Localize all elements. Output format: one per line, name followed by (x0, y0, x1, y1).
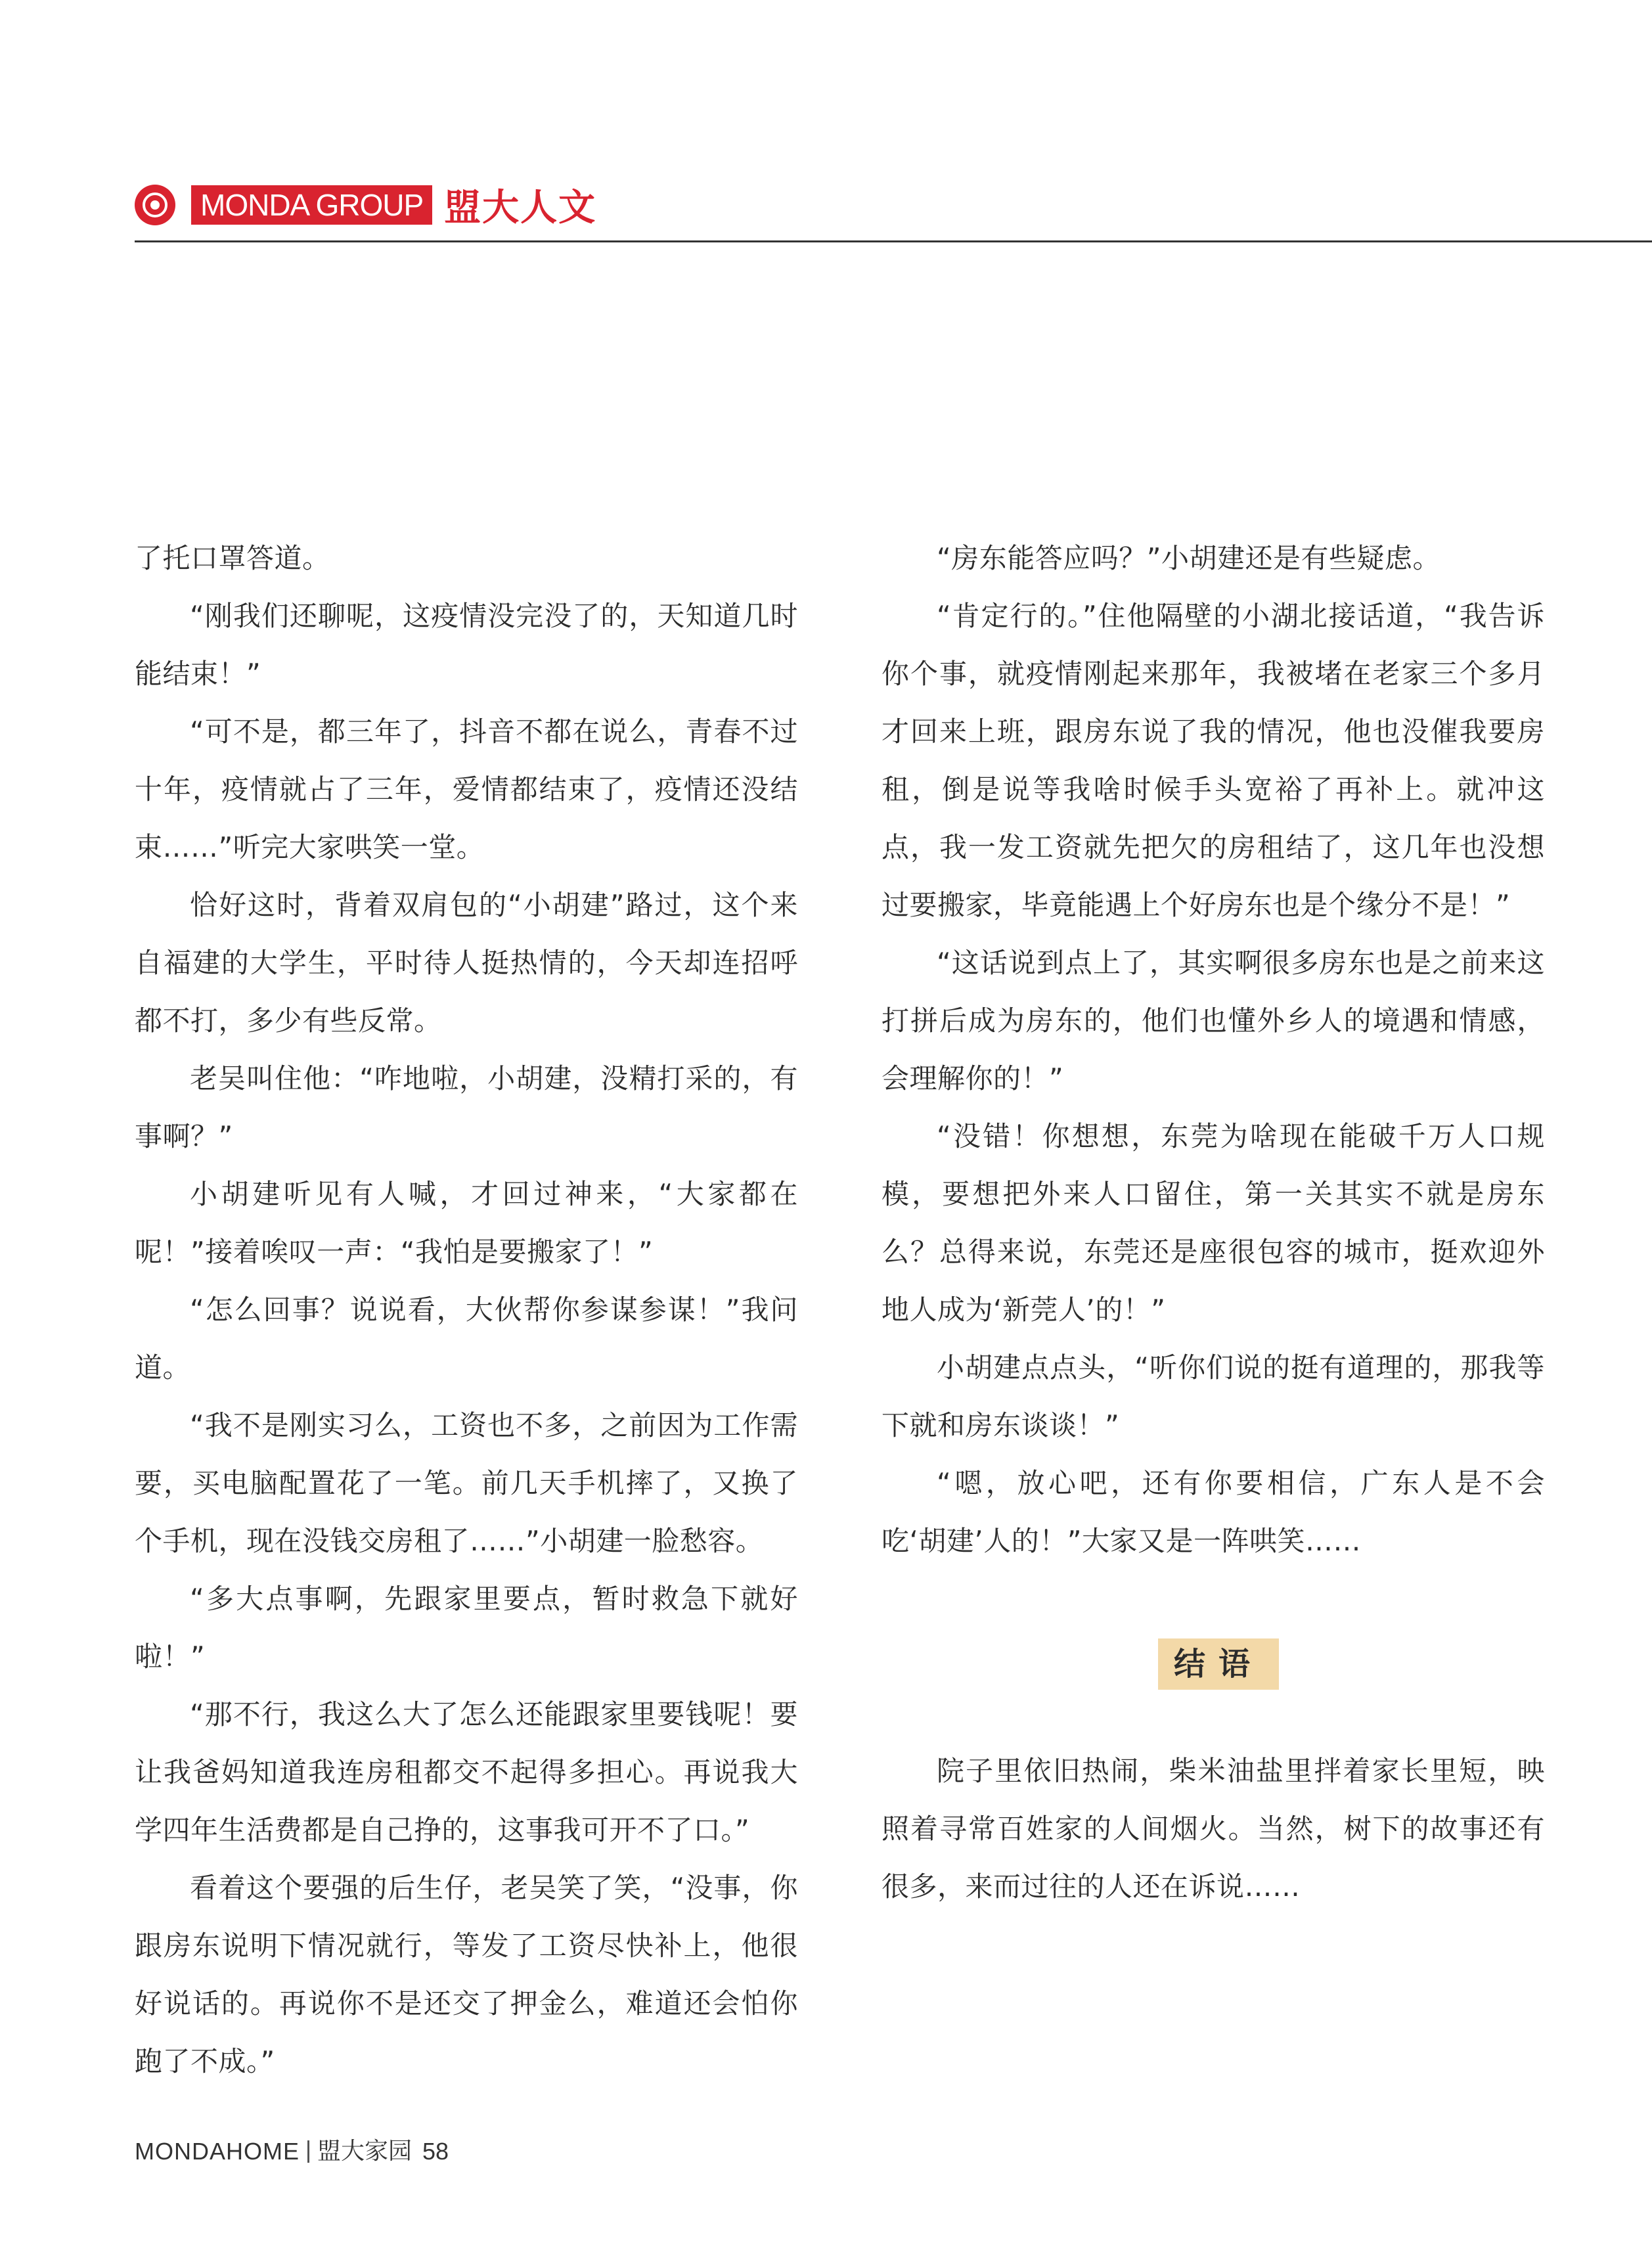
paragraph: 院子里依旧热闹，柴米油盐里拌着家长里短，映照着寻常百姓家的人间烟火。当然，树下的故事还有很多，来而过往的人还在诉说…… (882, 1755, 1545, 1903)
right-column (882, 530, 1545, 1570)
paragraph: “这话说到点上了，其实啊很多房东也是之前来这打拼后成为房东的，他们也懂外乡人的境遇和情感，会理解你的！” (882, 947, 1545, 1095)
conclusion-heading: 结语 (1158, 1638, 1279, 1690)
paragraph: “肯定行的。”住他隔壁的小湖北接话道，“我告诉你个事，就疫情刚起来那年，我被堵在老家三个多月才回来上班，跟房东说了我的情况，他也没催我要房租，倒是说等我啥时候手头宽裕了再补上。就冲这点，我一发工资就先把欠的房租结了，这几年也没想过要搬家，毕竟能遇上个好房东也是个缘分不是！” (882, 600, 1545, 921)
paragraph: 恰好这时，背着双肩包的“小胡建”路过，这个来自福建的大学生，平时待人挺热情的，今天却连招呼都不打，多少有些反常。 (135, 889, 798, 1037)
paragraph: “房东能答应吗？”小胡建还是有些疑虑。 (937, 542, 1441, 574)
paragraph: “我不是刚实习么，工资也不多，之前因为工作需要，买电脑配置花了一笔。前几天手机摔了，又换了个手机，现在没钱交房租了……”小胡建一脸愁容。 (135, 1409, 798, 1557)
page-footer (135, 2135, 449, 2168)
section-title: 盟大人文 (444, 187, 597, 229)
paragraph: 小胡建点点头，“听你们说的挺有道理的，那我等下就和房东谈谈！” (882, 1351, 1545, 1441)
brand-name-en: MONDA GROUP (191, 185, 432, 225)
paragraph: “怎么回事？说说看，大伙帮你参谋参谋！”我问道。 (135, 1294, 798, 1384)
paragraph: 看着这个要强的后生仔，老吴笑了笑，“没事，你跟房东说明下情况就行，等发了工资尽快补上，他很好说话的。再说你不是还交了押金么，难道还会怕你跑了不成。” (135, 1872, 798, 2077)
paragraph: “嗯，放心吧，还有你要相信，广东人是不会吃‘胡建’人的！”大家又是一阵哄笑…… (882, 1467, 1545, 1557)
footer-title: 盟大家园 (317, 2138, 413, 2165)
footer-separator (307, 2140, 309, 2163)
paragraph: 了托口罩答道。 (135, 542, 330, 574)
left-column (135, 530, 798, 2090)
conclusion-column (882, 1742, 1545, 1916)
paragraph: 小胡建听见有人喊，才回过神来，“大家都在呢！”接着唉叹一声：“我怕是要搬家了！” (135, 1178, 798, 1268)
paragraph: “多大点事啊，先跟家里要点，暂时救急下就好啦！” (135, 1583, 798, 1673)
paragraph: “那不行，我这么大了怎么还能跟家里要钱呢！要让我爸妈知道我连房租都交不起得多担心。再说我大学四年生活费都是自己挣的，这事我可开不了口。” (135, 1698, 798, 1846)
paragraph: “刚我们还聊呢，这疫情没完没了的，天知道几时能结束！” (135, 600, 798, 690)
header-divider (135, 240, 1652, 242)
paragraph: “可不是，都三年了，抖音不都在说么，青春不过十年，疫情就占了三年，爱情都结束了，疫情还没结束……”听完大家哄笑一堂。 (135, 715, 798, 863)
footer-brand: MONDAHOME (135, 2138, 300, 2165)
paragraph: “没错！你想想，东莞为啥现在能破千万人口规模，要想把外来人口留住，第一关其实不就是房东么？总得来说，东莞还是座很包容的城市，挺欢迎外地人成为‘新莞人’的！” (882, 1120, 1545, 1326)
page-number: 58 (422, 2138, 449, 2165)
paragraph: 老吴叫住他：“咋地啦，小胡建，没精打采的，有事啊？” (135, 1062, 798, 1152)
masthead (135, 179, 596, 231)
monda-logo-icon (135, 185, 175, 225)
